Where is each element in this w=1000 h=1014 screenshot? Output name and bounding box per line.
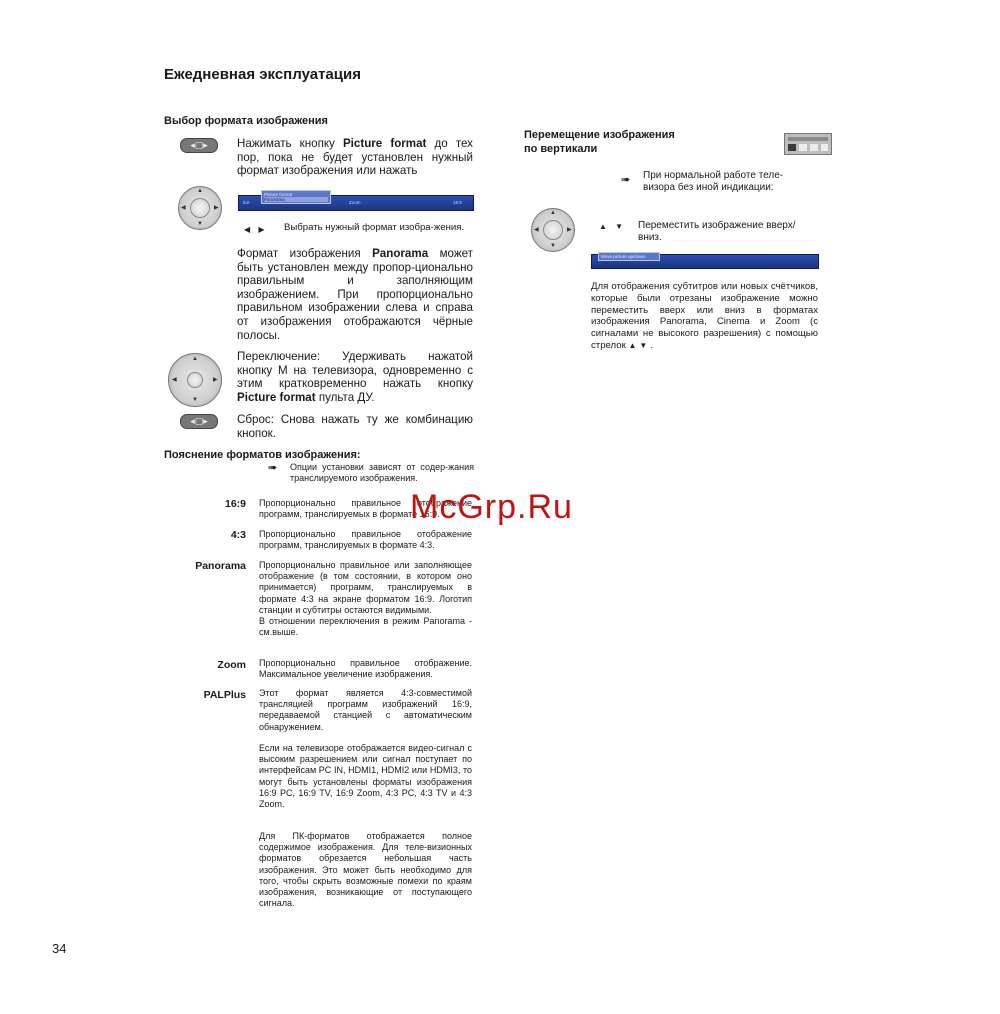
tv-keys-icon [784,133,832,155]
switching-instruction: Переключение: Удерживать нажатой кнопку M на телевизора, одновременно с этим кратковременно нажать кнопку Picture format пульта ДУ. [237,350,473,404]
osd-popup: Move picture up/down [598,252,660,261]
page-title: Ежедневная эксплуатация [164,66,361,83]
vertical-description: Для отображения субтитров или новых счётчиков, которые были отрезаны изображение можно переместить вверх или вниз в форматах изображения Panorama, Cinema и Zoom (с сигналами не высокого разрешения) с помощью стрелок ▲▼. [591,281,818,351]
section-heading-vertical: Перемещение изображения по вертикали [524,129,675,155]
section-heading-formats: Пояснение форматов изображения: [164,449,361,461]
format-term: PALPlus [203,689,246,701]
left-right-arrows-icon: ◀ ▶ [244,225,268,234]
watermark: McGrp.Ru [410,488,573,526]
format-term: 16:9 [224,498,246,510]
osd-popup: Picture format Panorama [261,190,331,204]
format-desc: Пропорционально правильное или заполняющее отображение (в том состоянии, в котором оно принимается) программ, транслируемых в формате 4:3 на экране форматом 16:9. Логотип станции и субтитры остаются видимыми. В отношении переключения в режим Panorama - см.выше. [259,560,472,638]
picture-format-osd-bar: Ext Picture format Panorama Zoom 16:9 [238,195,474,211]
page-number: 34 [52,941,67,956]
arrow-note-icon: ➠ [268,462,278,474]
move-instruction: Переместить изображение вверх/вниз. [638,220,796,243]
format-desc: Этот формат является 4:3-совместимой трансляцией программ изображений 16:9, передаваемой станцией с автоматическим обнаружением. [259,688,472,732]
format-term: Panorama [195,560,246,572]
format-desc: Пропорционально правильное отображение. Максимальное увеличение изображения. [259,658,472,680]
up-down-arrows-icon: ▲▼ [628,340,651,350]
panorama-description: Формат изображения Panorama может быть установлен между пропор-ционально правильным и заполняющим изображением. При пропорционально правильном изображении слева и справа от изображения отображаются чёрные полосы. [237,247,473,342]
arrow-note-icon: ➠ [621,174,631,186]
format-desc: Пропорционально правильное отображение программ, транслируемых в формате 4:3. [259,529,472,551]
dpad-icon: ▲ ▼ ◀ ▶ [178,186,222,230]
up-down-arrows-icon: ▲ ▼ [599,222,627,231]
format-desc: Пропорционально правильное отображение программ, транслируемых в формате 16:9. [259,498,472,520]
picture-format-intro: Нажимать кнопку Picture format до тех пор, пока не будет установлен нужный формат изображения или нажать [237,137,473,178]
section-heading-picture-format: Выбор формата изображения [164,115,328,127]
dpad-icon: ▲ ▼ ◀ ▶ [531,208,575,252]
dpad-icon: ▲ ▼ ◀ ▶ [168,353,222,407]
picture-format-button-icon: ◂▢▸ [180,138,218,153]
palplus-paragraph-2: Если на телевизоре отображается видео-сигнал с высоким разрешением или сигнал поступает по интерфейсам PC IN, HDMI1, HDMI2 или HDMI3, то могут быть установлены форматы изображения 16:9 PC, 16:9 TV, 16:9 Zoom, 4:3 PC, 4:3 TV и 4:3 Zoom. [259,743,472,810]
move-picture-osd-bar [591,254,819,269]
vertical-note: При нормальной работе теле-визора без иной индикации: [643,170,784,193]
palplus-paragraph-3: Для ПК-форматов отображается полное содержимое изображения. Для теле-визионных форматов обрезается небольшая часть изображения. Это может быть необходимо для того, чтобы скрыть возможные помехи по краям изображения, возникающие от поступающего сигнала. [259,831,472,909]
select-format-hint: Выбрать нужный формат изобра-жения. [284,222,465,233]
formats-note: Опции установки зависят от содер-жания транслируемого изображения. [290,462,474,484]
format-term: 4:3 [230,529,246,541]
reset-instruction: Сброс: Снова нажать ту же комбинацию кнопок. [237,413,473,440]
picture-format-button-icon: ◂▢▸ [180,414,218,429]
format-term: Zoom [217,659,246,671]
